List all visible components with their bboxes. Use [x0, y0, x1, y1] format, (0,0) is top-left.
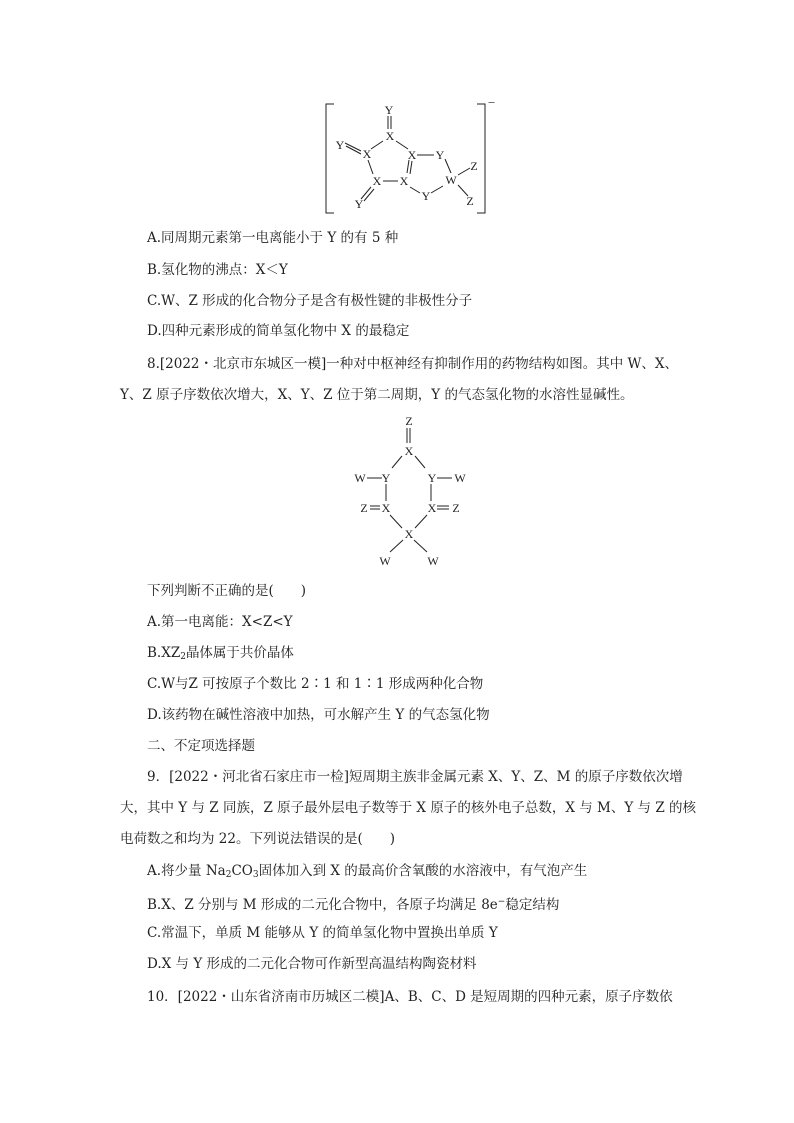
- structure-diagram-2: [0, 405, 794, 575]
- atom-x: X: [404, 444, 414, 458]
- atom-y: Y: [381, 471, 391, 485]
- q10-stem-line1: 10．[2022・山东省济南市历城区二模]A、B、C、D 是短周期的四种元素，原子序数依: [147, 989, 673, 1005]
- atom-x: X: [399, 174, 409, 188]
- atom-y: Y: [335, 138, 345, 152]
- q8-stem-line2: Y、Z 原子序数依次增大，X、Y、Z 位于第二周期，Y 的气态氢化物的水溶性显碱性。: [120, 387, 634, 403]
- atom-y: Y: [427, 471, 437, 485]
- atom-x: X: [385, 129, 395, 143]
- q8-stem-line1: 8.[2022・北京市东城区一模]一种对中枢神经有抑制作用的药物结构如图。其中 W、X、: [147, 356, 679, 372]
- superscript: −: [497, 897, 506, 907]
- atom-x: X: [381, 501, 391, 515]
- charge-sign: −: [488, 95, 496, 110]
- q9-option-a: [147, 862, 587, 884]
- q8-option-a: A.第一电离能：X<Z<Y: [147, 614, 293, 630]
- subscript: 2: [225, 870, 232, 880]
- subscript: 2: [180, 652, 186, 662]
- atom-y: Y: [421, 189, 431, 203]
- q8-question: 下列判断不正确的是( ): [147, 583, 307, 599]
- atom-x: X: [427, 501, 437, 515]
- atom-y: Y: [435, 148, 445, 162]
- q9-stem-line1: 9．[2022・河北省石家庄市一检]短周期主族非金属元素 X、Y、Z、M 的原子序数依次增: [147, 769, 683, 785]
- atom-w: W: [354, 471, 366, 485]
- q7-option-d: D.四种元素形成的简单氢化物中 X 的最稳定: [147, 323, 410, 339]
- q7-option-a: A.同周期元素第一电离能小于 Y 的有 5 种: [147, 230, 399, 246]
- atom-w: W: [427, 554, 439, 568]
- atom-w: W: [379, 554, 391, 568]
- q9-option-a-post: 固体加入到 X 的最高价含氧酸的水溶液中，有气泡产生: [258, 863, 588, 879]
- q7-option-b: B.氢化物的沸点：X＜Y: [147, 262, 288, 278]
- atom-x: X: [404, 527, 414, 541]
- q8-option-d: D.该药物在碱性溶液中加热，可水解产生 Y 的气态氢化物: [147, 707, 490, 723]
- q9-option-b-pre: B.X、Z 分别与 M 形成的二元化合物中，各原子均满足 8e: [147, 897, 498, 913]
- q8-option-c: C.W与Z 可按原子个数比 2∶1 和 1∶1 形成两种化合物: [147, 676, 484, 692]
- q9-stem-line2: 大，其中 Y 与 Z 同族，Z 原子最外层电子数等于 X 原子的核外电子总数，X 与 M、Y 与 Z 的核: [120, 800, 697, 816]
- q8-option-b-pre: B.XZ: [147, 645, 181, 661]
- q9-stem-line3: 电荷数之和均为 22。下列说法错误的是( ): [120, 831, 396, 847]
- atom-x: X: [372, 174, 382, 188]
- q9-option-b-post: 稳定结构: [505, 897, 560, 913]
- atom-x: X: [407, 148, 417, 162]
- atom-y: Y: [384, 103, 394, 117]
- q9-option-a-mid: CO: [231, 863, 253, 879]
- atom-z: Z: [470, 159, 478, 173]
- q9-option-d: D.X 与 Y 形成的二元化合物可作新型高温结构陶瓷材料: [147, 956, 477, 972]
- q7-option-c: C.W、Z 形成的化合物分子是含有极性键的非极性分子: [147, 293, 473, 309]
- atom-w: W: [454, 471, 466, 485]
- q9-option-c: C.常温下，单质 M 能够从 Y 的简单氢化物中置换出单质 Y: [147, 925, 498, 941]
- atom-z: Z: [360, 501, 368, 515]
- q8-option-b: [147, 644, 294, 666]
- atom-y: Y: [354, 197, 364, 211]
- atom-w: W: [445, 173, 457, 187]
- atom-z: Z: [452, 501, 460, 515]
- subscript: 3: [252, 870, 259, 880]
- structure-diagram-1: [0, 0, 794, 220]
- atom-z: Z: [405, 414, 413, 428]
- atom-z: Z: [466, 194, 474, 208]
- q8-option-b-post: 晶体属于共价晶体: [185, 645, 294, 661]
- section-heading: 二、不定项选择题: [147, 738, 255, 754]
- atom-x: X: [362, 147, 372, 161]
- q9-option-a-pre: A.将少量 Na: [147, 863, 226, 879]
- q9-option-b: [147, 893, 559, 914]
